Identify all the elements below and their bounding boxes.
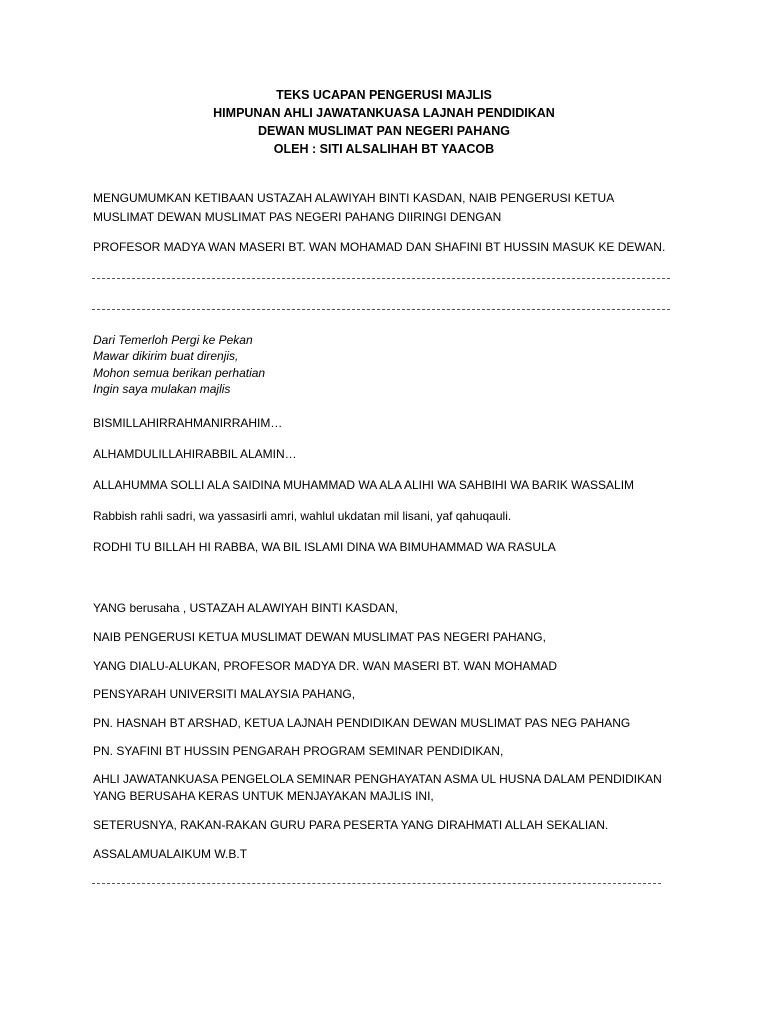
salutation-line-6: PN. SYAFINI BT HUSSIN PENGARAH PROGRAM SEMINAR PENDIDIKAN,	[93, 744, 504, 758]
pantun-line-2: Mawar dikirim buat direnjis,	[93, 349, 239, 363]
dashed-separator-2	[92, 309, 670, 310]
dashed-separator-1	[92, 278, 670, 279]
pantun-line-4: Ingin saya mulakan majlis	[93, 382, 231, 396]
salutation-line-10: ASSALAMUALAIKUM W.B.T	[93, 847, 248, 861]
pantun-line-3: Mohon semua berikan perhatian	[93, 366, 266, 380]
document-heading	[0, 86, 768, 158]
salutation-line-8: YANG BERUSAHA KERAS UNTUK MENJAYAKAN MAJLIS INI,	[93, 789, 434, 803]
salutation-line-2: NAIB PENGERUSI KETUA MUSLIMAT DEWAN MUSLIMAT PAS NEGERI PAHANG,	[93, 630, 546, 644]
heading-line-3: DEWAN MUSLIMAT PAN NEGERI PAHANG	[257, 124, 511, 138]
announcement-line-3: PROFESOR MADYA WAN MASERI BT. WAN MOHAMAD DAN SHAFINI BT HUSSIN MASUK KE DEWAN.	[93, 240, 666, 254]
dashed-separator-3	[92, 883, 661, 884]
salutation-line-7: AHLI JAWATANKUASA PENGELOLA SEMINAR PENGHAYATAN ASMA UL HUSNA DALAM PENDIDIKAN	[93, 772, 662, 786]
salutation-line-4: PENSYARAH UNIVERSITI MALAYSIA PAHANG,	[93, 687, 356, 701]
opening-line-1: BISMILLAHIRRAHMANIRRAHIM…	[93, 416, 283, 430]
opening-line-2: ALHAMDULILLAHIRABBIL ALAMIN…	[93, 447, 297, 461]
salutation-line-3: YANG DIALU-ALUKAN, PROFESOR MADYA DR. WAN MASERI BT. WAN MOHAMAD	[93, 659, 558, 673]
pantun-line-1: Dari Temerloh Pergi ke Pekan	[93, 333, 253, 347]
heading-line-1: TEKS UCAPAN PENGERUSI MAJLIS	[276, 88, 492, 102]
salutation-line-1: YANG berusaha , USTAZAH ALAWIYAH BINTI KASDAN,	[93, 601, 398, 615]
heading-line-4: OLEH : SITI ALSALIHAH BT YAACOB	[273, 142, 495, 156]
announcement-line-1: MENGUMUMKAN KETIBAAN USTAZAH ALAWIYAH BINTI KASDAN, NAIB PENGERUSI KETUA	[93, 191, 615, 205]
opening-line-5: RODHI TU BILLAH HI RABBA, WA BIL ISLAMI DINA WA BIMUHAMMAD WA RASULA	[93, 540, 556, 554]
salutation-line-5: PN. HASNAH BT ARSHAD, KETUA LAJNAH PENDIDIKAN DEWAN MUSLIMAT PAS NEG PAHANG	[93, 716, 631, 730]
salutation-line-9: SETERUSNYA, RAKAN-RAKAN GURU PARA PESERTA YANG DIRAHMATI ALLAH SEKALIAN.	[93, 818, 609, 832]
opening-line-4: Rabbish rahli sadri, wa yassasirli amri, wahlul ukdatan mil lisani, yaf qahuqauli.	[93, 509, 512, 523]
opening-line-3: ALLAHUMMA SOLLI ALA SAIDINA MUHAMMAD WA ALA ALIHI WA SAHBIHI WA BARIK WASSALIM	[93, 478, 635, 492]
announcement-line-2: MUSLIMAT DEWAN MUSLIMAT PAS NEGERI PAHANG DIIRINGI DENGAN	[93, 210, 502, 224]
heading-line-2: HIMPUNAN AHLI JAWATANKUASA LAJNAH PENDIDIKAN	[213, 106, 555, 120]
